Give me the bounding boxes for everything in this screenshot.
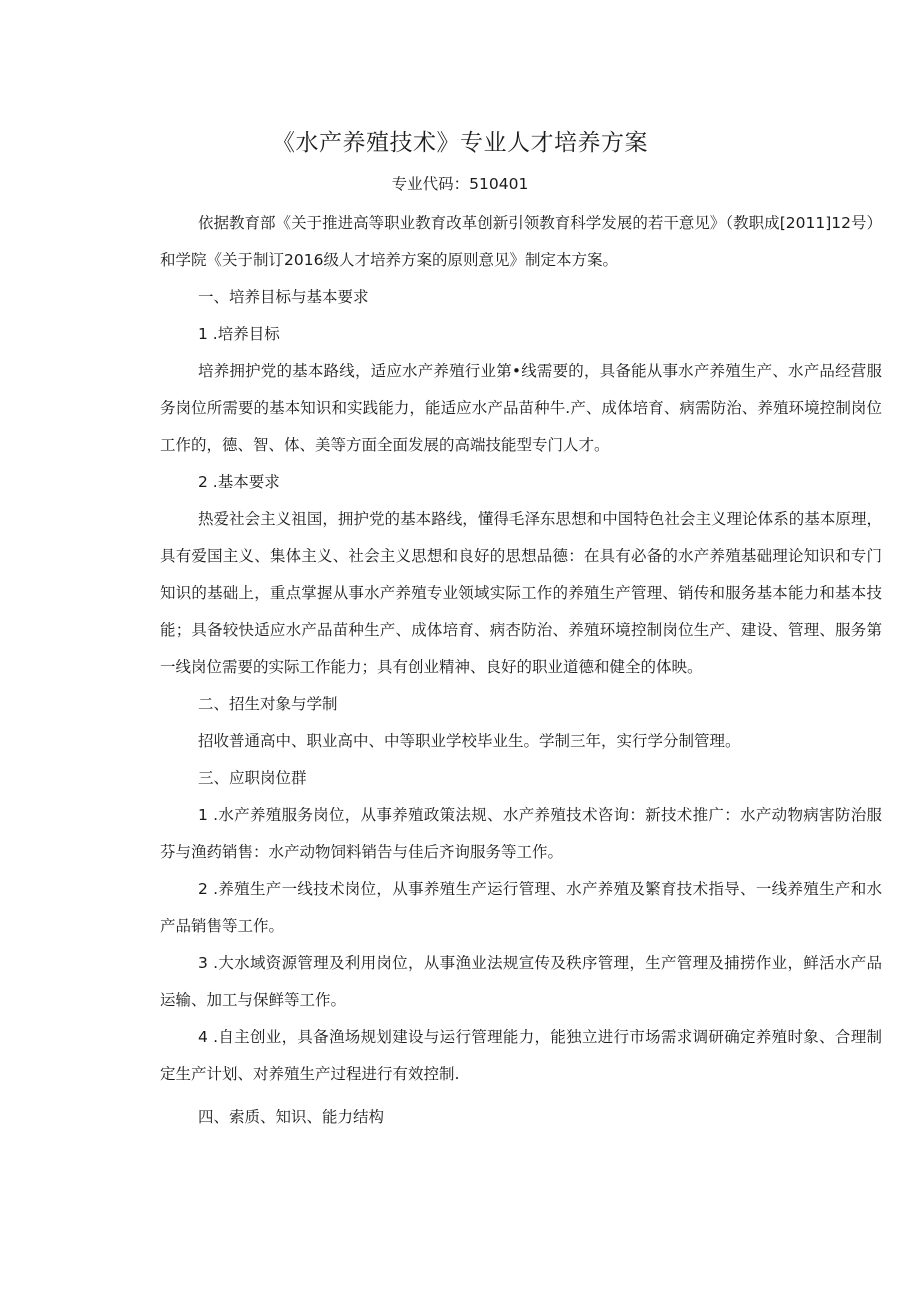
section-4-heading: 四、索质、知识、能力结构 bbox=[198, 1108, 385, 1126]
section-1-heading: 一、培养目标与基本要求 bbox=[198, 288, 369, 306]
section-2-heading: 二、招生对象与学制 bbox=[198, 695, 338, 713]
section-3-item-3: 3 .大水域资源管理及利用岗位，从事渔业法规宣传及秩序管理，生产管理及捕捞作业，鲜活水产品运输、加工与保鲜等工作。 bbox=[160, 954, 882, 1009]
document-title: 《水产养殖技术》专业人才培养方案 bbox=[272, 130, 648, 156]
section-3-heading: 三、应职岗位群 bbox=[198, 769, 307, 787]
section-1-sub2-text: 热爱社会主义祖国，拥护党的基本路线，懂得毛泽东思想和中国特色社会主义理论体系的基本原理，具有爱国主义、集体主义、社会主义思想和良好的思想品德：在具有必备的水产养殖基础理论知识和专门知识的基础上，重点掌握从事水产养殖专业领域实际工作的养殖生产管理、销传和服务基本能力和基本技能；具备较快适应水产品苗种生产、成体培育、病杏防治、养殖环境控制岗位生产、建设、管理、服务第一线岗位需要的实际工作能力；具有创业精神、良好的职业道德和健全的体映。 bbox=[160, 510, 882, 676]
section-2-text: 招收普通高中、职业高中、中等职业学校毕业生。学制三年，实行学分制管理。 bbox=[198, 732, 741, 750]
section-3-item-2: 2 .养殖生产一线技术岗位，从事养殖生产运行管理、水产养殖及繁育技术指导、一线养殖生产和水产品销售等工作。 bbox=[160, 880, 882, 935]
section-3-item-1: 1 .水产养殖服务岗位，从事养殖政策法规、水产养殖技术咨询：新技术推广：水产动物病害防治服芬与渔药销售：水产动物饲料销告与佳后齐询服务等工作。 bbox=[160, 806, 882, 861]
document-body bbox=[160, 205, 882, 1136]
section-1-sub2-heading: 2 .基本要求 bbox=[198, 473, 280, 491]
section-3-item-4: 4 .自主创业，具备渔场规划建设与运行管理能力，能独立进行市场需求调研确定养殖时象、合理制定生产计划、对养殖生产过程进行有效控制. bbox=[160, 1028, 882, 1083]
section-1-sub1-text: 培养拥护党的基本路线，适应水产养殖行业第•线需要的，具备能从事水产养殖生产、水产品经营服务岗位所需要的基本知识和实践能力，能适应水产品苗种牛.产、成体培育、病需防治、养殖环境控制岗位工作的，德、智、体、美等方面全面发展的高端技能型专门人才。 bbox=[160, 362, 882, 454]
section-1-sub1-heading: 1 .培养目标 bbox=[198, 325, 280, 343]
major-code: 专业代码：510401 bbox=[391, 175, 529, 193]
intro-paragraph: 依据教育部《关于推进高等职业教育改革创新引领教育科学发展的若干意见》（教职成[2011]12号）和学院《关于制订2016级人才培养方案的原则意见》制定本方案。 bbox=[160, 214, 882, 269]
